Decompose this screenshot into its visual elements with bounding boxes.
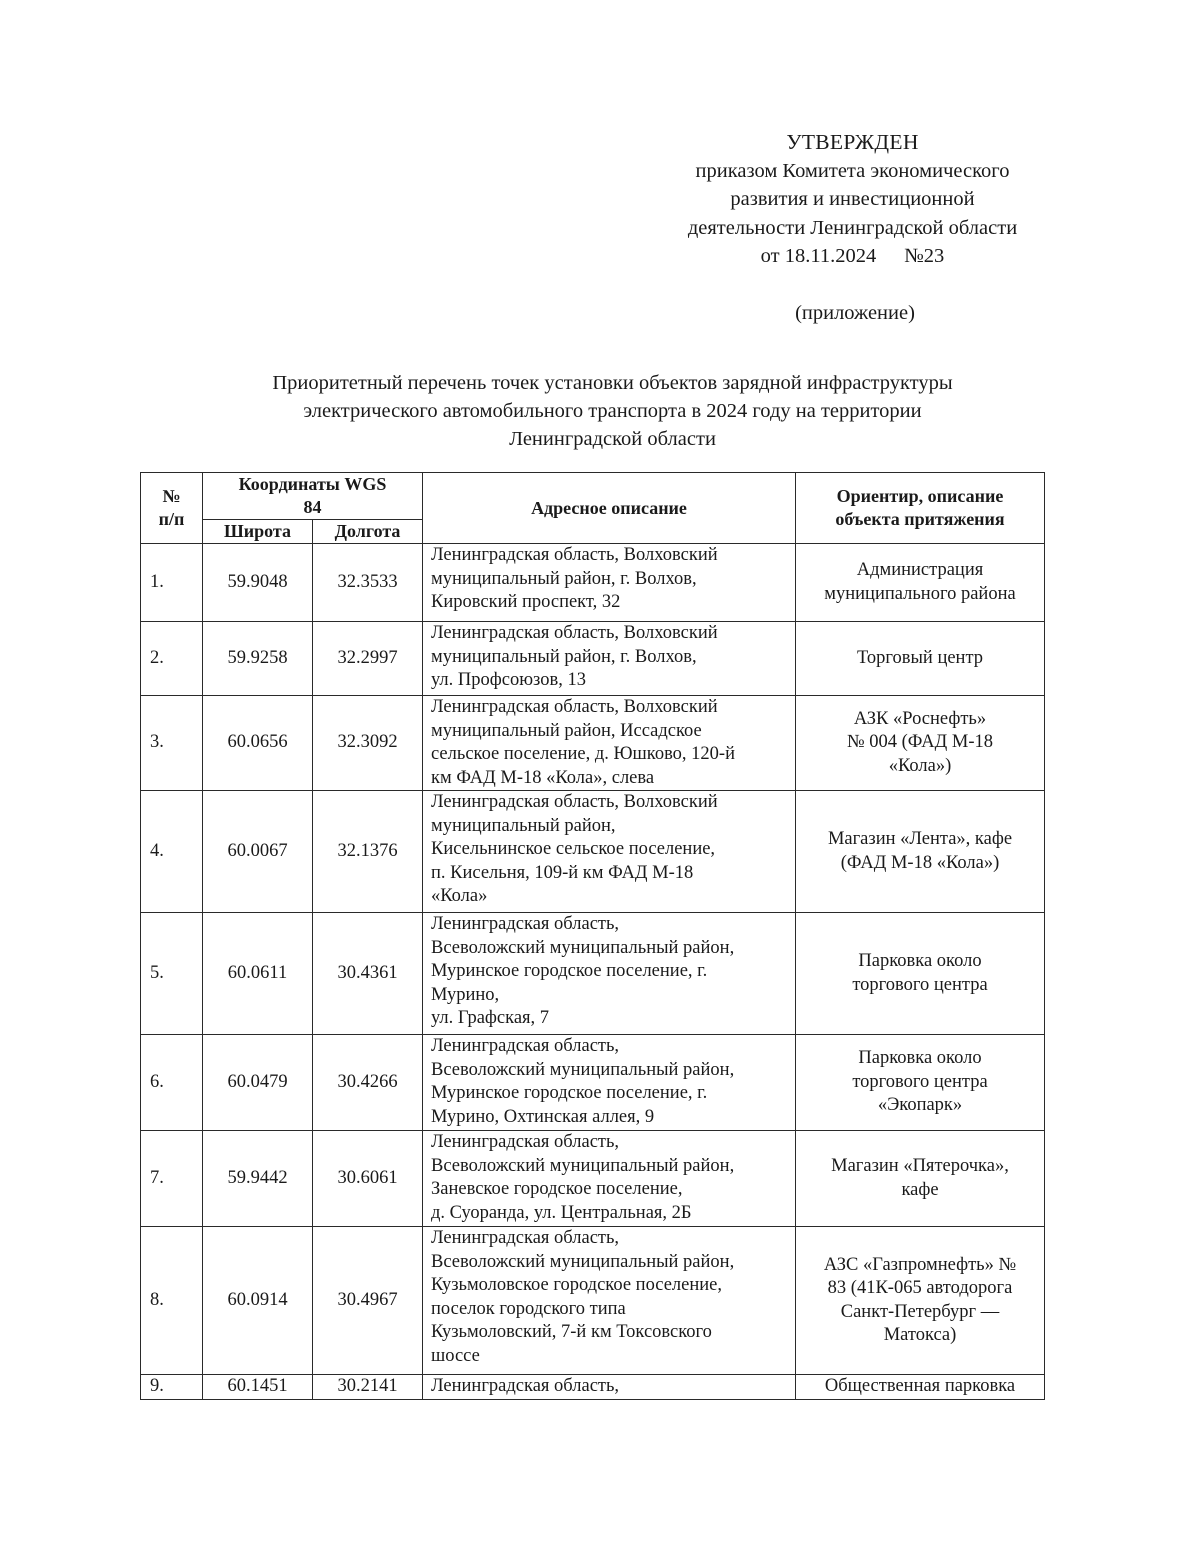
charging-points-table bbox=[140, 472, 1045, 1400]
row-latitude: 60.0656 bbox=[203, 696, 313, 791]
row-address: Ленинградская область, Волховский муниципальный район, г. Волхов, ул. Профсоюзов, 13 bbox=[423, 622, 796, 696]
row-longitude: 30.6061 bbox=[313, 1131, 423, 1227]
row-number: 6. bbox=[141, 1035, 203, 1131]
table-row bbox=[141, 1035, 1045, 1131]
row-landmark: Парковка около торгового центра bbox=[796, 913, 1045, 1035]
row-landmark: Магазин «Лента», кафе (ФАД М-18 «Кола») bbox=[796, 791, 1045, 913]
document-heading: Приоритетный перечень точек установки объектов зарядной инфраструктуры электрического автомобильного транспорта в 2024 году на территории Ленинградской области bbox=[272, 372, 953, 450]
row-landmark: Администрация муниципального района bbox=[796, 544, 1045, 622]
row-address: Ленинградская область, Всеволожский муниципальный район, Кузьмоловское городское поселение, поселок городского типа Кузьмоловский, 7-й км Токсовского шоссе bbox=[423, 1227, 796, 1375]
table-row bbox=[141, 1227, 1045, 1375]
row-longitude: 32.3533 bbox=[313, 544, 423, 622]
row-landmark: АЗС «Газпромнефть» № 83 (41К-065 автодорога Санкт-Петербург — Матокса) bbox=[796, 1227, 1045, 1375]
appendix-label: (приложение) bbox=[795, 302, 915, 324]
approval-line-2: развития и инвестиционной bbox=[730, 188, 975, 210]
row-number: 7. bbox=[141, 1131, 203, 1227]
approval-title: УТВЕРЖДЕН bbox=[786, 130, 919, 154]
approval-number: №23 bbox=[904, 245, 945, 267]
table-row bbox=[141, 1375, 1045, 1400]
approval-line-3: деятельности Ленинградской области bbox=[687, 216, 1018, 239]
row-latitude: 60.0611 bbox=[203, 913, 313, 1035]
row-address: Ленинградская область, Всеволожский муниципальный район, Муринское городское поселение, г. Мурино, Охтинская аллея, 9 bbox=[423, 1035, 796, 1131]
table-row bbox=[141, 791, 1045, 913]
row-longitude: 30.2141 bbox=[313, 1375, 423, 1400]
row-number: 2. bbox=[141, 622, 203, 696]
row-address: Ленинградская область, Всеволожский муниципальный район, Заневское городское поселение, д. Суоранда, ул. Центральная, 2Б bbox=[423, 1131, 796, 1227]
approval-line-1: приказом Комитета экономического bbox=[695, 159, 1010, 182]
table-row bbox=[141, 913, 1045, 1035]
row-address: Ленинградская область, Волховский муниципальный район, г. Волхов, Кировский проспект, 32 bbox=[423, 544, 796, 622]
row-longitude: 30.4266 bbox=[313, 1035, 423, 1131]
row-latitude: 60.0914 bbox=[203, 1227, 313, 1375]
row-landmark: АЗК «Роснефть» № 004 (ФАД М-18 «Кола») bbox=[796, 696, 1045, 791]
approval-date-line bbox=[640, 242, 1065, 271]
row-number: 8. bbox=[141, 1227, 203, 1375]
row-address: Ленинградская область, bbox=[423, 1375, 796, 1400]
row-longitude: 32.1376 bbox=[313, 791, 423, 913]
table-row bbox=[141, 544, 1045, 622]
row-latitude: 60.0479 bbox=[203, 1035, 313, 1131]
row-number: 3. bbox=[141, 696, 203, 791]
row-number: 4. bbox=[141, 791, 203, 913]
row-longitude: 30.4361 bbox=[313, 913, 423, 1035]
row-longitude: 30.4967 bbox=[313, 1227, 423, 1375]
header-latitude: Широта bbox=[203, 520, 313, 544]
row-number: 9. bbox=[141, 1375, 203, 1400]
row-latitude: 59.9442 bbox=[203, 1131, 313, 1227]
header-landmark: Ориентир, описание объекта притяжения bbox=[796, 473, 1045, 544]
table-row bbox=[141, 1131, 1045, 1227]
approval-block bbox=[640, 128, 1065, 271]
row-address: Ленинградская область, Волховский муниципальный район, Иссадское сельское поселение, д. Юшково, 120-й км ФАД М-18 «Кола», слева bbox=[423, 696, 796, 791]
approval-date-prefix: от bbox=[760, 245, 780, 267]
row-number: 5. bbox=[141, 913, 203, 1035]
row-landmark: Парковка около торгового центра «Экопарк» bbox=[796, 1035, 1045, 1131]
row-longitude: 32.3092 bbox=[313, 696, 423, 791]
row-landmark: Общественная парковка bbox=[796, 1375, 1045, 1400]
header-num: № п/п bbox=[141, 473, 203, 544]
row-address: Ленинградская область, Всеволожский муниципальный район, Муринское городское поселение, г. Мурино, ул. Графская, 7 bbox=[423, 913, 796, 1035]
row-longitude: 32.2997 bbox=[313, 622, 423, 696]
approval-date: 18.11.2024 bbox=[784, 245, 877, 267]
row-latitude: 60.1451 bbox=[203, 1375, 313, 1400]
row-latitude: 60.0067 bbox=[203, 791, 313, 913]
header-address: Адресное описание bbox=[423, 473, 796, 544]
row-address: Ленинградская область, Волховский муниципальный район, Кисельнинское сельское поселение, п. Кисельня, 109-й км ФАД М-18 «Кола» bbox=[423, 791, 796, 913]
row-latitude: 59.9258 bbox=[203, 622, 313, 696]
header-longitude: Долгота bbox=[313, 520, 423, 544]
row-landmark: Торговый центр bbox=[796, 622, 1045, 696]
table-body bbox=[141, 544, 1045, 1400]
table-row bbox=[141, 696, 1045, 791]
row-landmark: Магазин «Пятерочка», кафе bbox=[796, 1131, 1045, 1227]
table-row bbox=[141, 622, 1045, 696]
row-number: 1. bbox=[141, 544, 203, 622]
row-latitude: 59.9048 bbox=[203, 544, 313, 622]
header-coordinates: Координаты WGS 84 bbox=[203, 473, 423, 520]
